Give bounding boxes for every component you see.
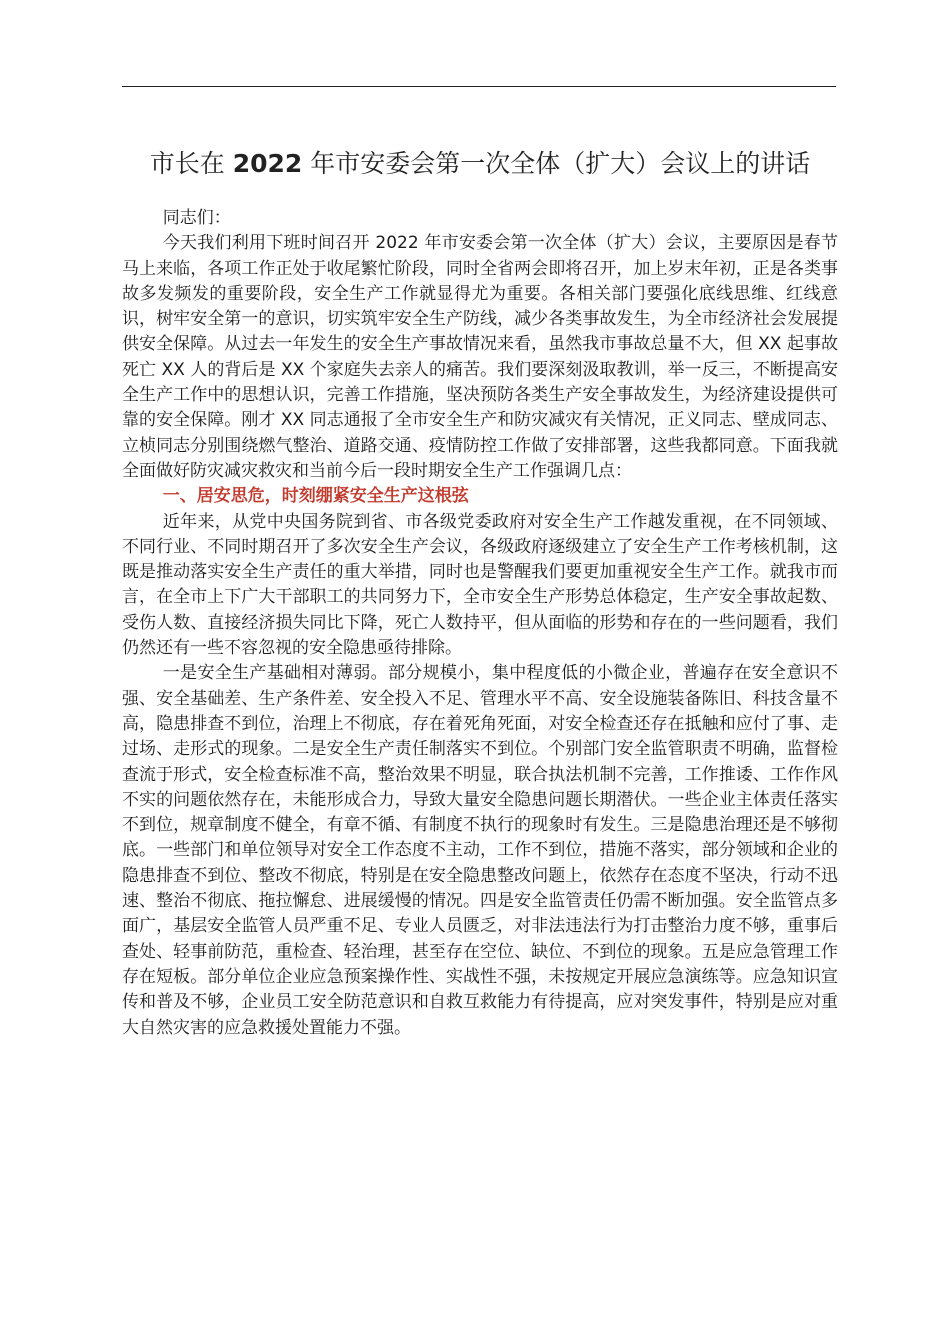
section-paragraph: 一是安全生产基础相对薄弱。部分规模小，集中程度低的小微企业，普遍存在安全意识不强、安全基础差、生产条件差、安全投入不足、管理水平不高、安全设施装备陈旧、科技含量不高，隐患排查不到位，治理上不彻底，存在着死角死面，对安全检查还存在抵触和应付了事、走过场、走形式的现象。二是安全生产责任制落实不到位。个别部门安全监管职责不明确，监督检查流于形式，安全检查标准不高，整治效果不明显，联合执法机制不完善，工作推诿、工作作风不实的问题依然存在，未能形成合力，导致大量安全隐患问题长期潜伏。一些企业主体责任落实不到位，规章制度不健全，有章不循、有制度不执行的现象时有发生。三是隐患治理还是不够彻底。一些部门和单位领导对安全工作态度不主动，工作不到位，措施不落实，部分领域和企业的隐患排查不到位、整改不彻底，特别是在安全隐患整改问题上，依然存在态度不坚决，行动不迅速、整治不彻底、拖拉懈怠、进展缓慢的情况。四是安全监管责任仍需不断加强。安全监管点多面广，基层安全监管人员严重不足、专业人员匮乏，对非法违法行为打击整治力度不够，重事后查处、轻事前防范，重检查、轻治理，甚至存在空位、缺位、不到位的现象。五是应急管理工作存在短板。部分单位企业应急预案操作性、实战性不强，未按规定开展应急演练等。应急知识宣传和普及不够，企业员工安全防范意识和自救互救能力有待提高，应对突发事件，特别是应对重大自然灾害的应急救援处置能力不强。 [122,663,838,1038]
title-suffix: 年市安委会第一次全体（扩大）会议上的讲话 [310,149,811,178]
salutation: 同志们： [162,208,231,228]
title-year: 2022 [232,149,303,178]
title-prefix: 市长在 [149,149,225,178]
header-rule [122,86,836,87]
page-title [100,148,860,180]
section-paragraph: 近年来，从党中央国务院到省、市各级党委政府对安全生产工作越发重视，在不同领域、不同行业、不同时期召开了多次安全生产会议，各级政府逐级建立了安全生产工作考核机制，这既是推动落实安全生产责任的重大举措，同时也是警醒我们要更加重视安全生产工作。就我市而言，在全市上下广大干部职工的共同努力下，全市安全生产形势总体稳定，生产安全事故起数、受伤人数、直接经济损失同比下降，死亡人数持平，但从面临的形势和存在的一些问题看，我们仍然还有一些不容忽视的安全隐患亟待排除。 [122,511,838,659]
intro-paragraph: 今天我们利用下班时间召开 2022 年市安委会第一次全体（扩大）会议，主要原因是春节马上来临，各项工作正处于收尾繁忙阶段，同时全省两会即将召开，加上岁末年初，正是各类事故多发频发的重要阶段，安全生产工作就显得尤为重要。各相关部门要强化底线思维、红线意识，树牢安全第一的意识，切实筑牢安全生产防线，减少各类事故发生，为全市经济社会发展提供安全保障。从过去一年发生的安全生产事故情况来看，虽然我市事故总量不大，但 XX 起事故死亡 XX 人的背后是 XX 个家庭失去亲人的痛苦。我们要深刻汲取教训，举一反三，不断提高安全生产工作中的思想认识，完善工作措施，坚决预防各类生产安全事故发生，为经济建设提供可靠的安全保障。刚才 XX 同志通报了全市安全生产和防灾减灾有关情况，正义同志、壁成同志、立桢同志分别围绕燃气整治、道路交通、疫情防控工作做了安排部署，这些我都同意。下面我就全面做好防灾减灾救灾和当前今后一段时期安全生产工作强调几点： [122,233,838,481]
document-body [122,206,838,1041]
section-heading: 一、居安思危，时刻绷紧安全生产这根弦 [162,486,469,507]
